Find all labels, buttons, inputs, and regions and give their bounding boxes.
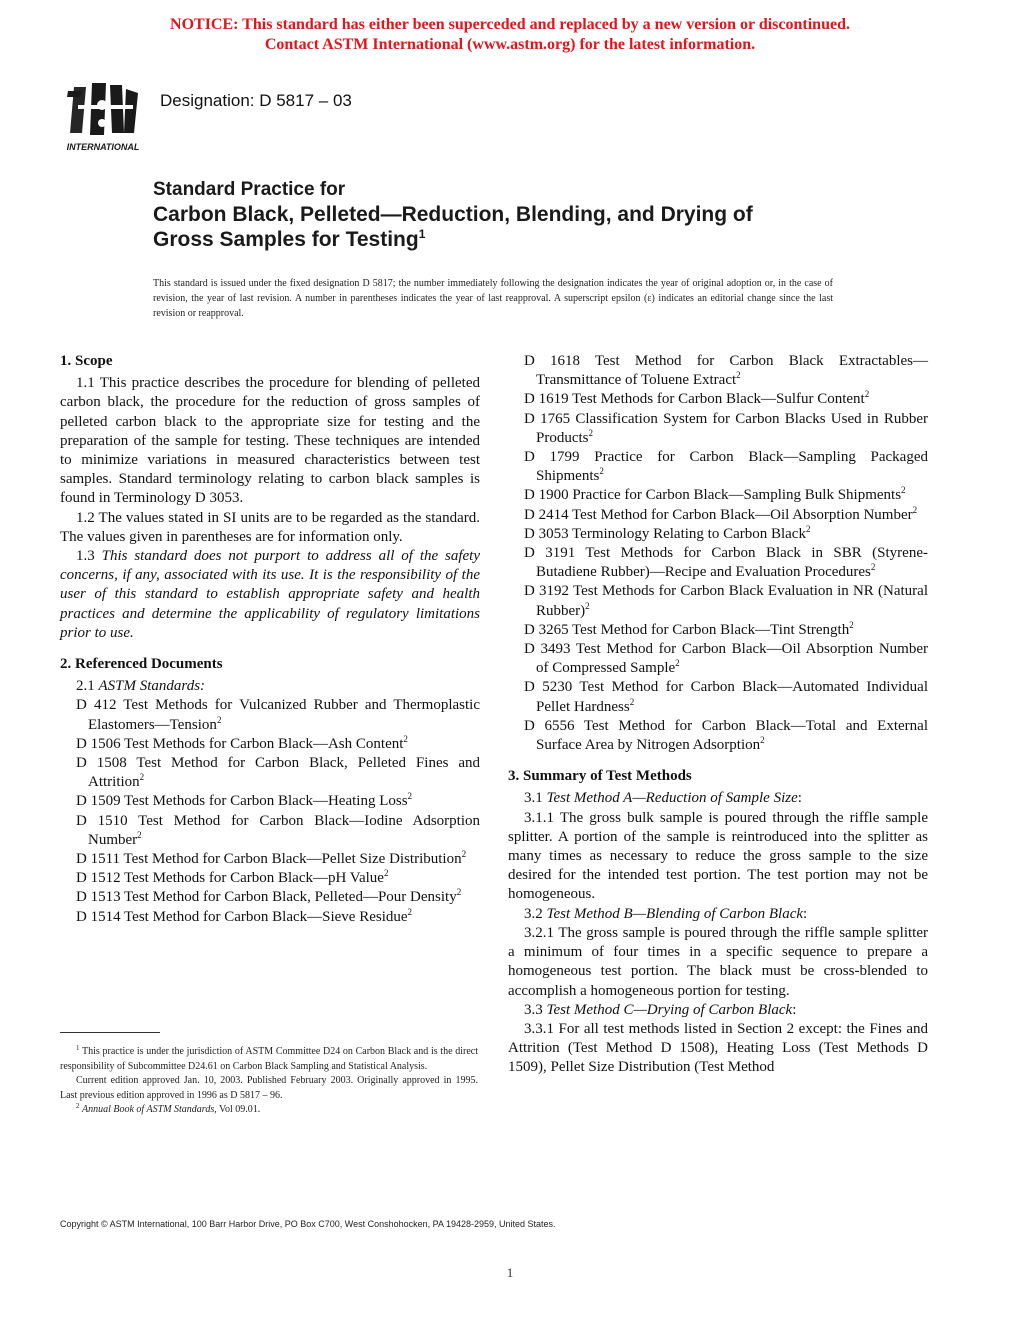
title-line-1: Standard Practice for (153, 179, 346, 200)
logo-international-text: INTERNATIONAL (66, 142, 140, 152)
footnote-1-approval: Current edition approved Jan. 10, 2003. Published February 2003. Originally approved in 1995. Last previous edition approved in 1996 as D 5817 – 96. (60, 1075, 478, 1101)
footnotes (60, 1045, 478, 1118)
page-number: 1 (506, 1265, 514, 1280)
notice-line-1: NOTICE: This standard has either been superceded and replaced by a new version or discontinued. (170, 16, 850, 33)
summary-heading: 3. Summary of Test Methods (508, 768, 692, 785)
summary-3-2-1: 3.2.1 The gross sample is poured through the riffle sample splitter a minimum of four times in a specific sequence to prepare a homogeneous test portion. The black must be cross-blended to accomplish a homogeneous portion for testing. (508, 924, 928, 999)
reference-item: D 1618 Test Method for Carbon Black Extractables—Transmittance of Toluene Extract$^2$ (524, 353, 928, 389)
reference-item: D 1799 Practice for Carbon Black—Sampling Packaged Shipments$^2$ (524, 449, 928, 485)
reference-item: D 1513 Test Method for Carbon Black, Pelleted—Pour Density$^2$ (76, 887, 462, 906)
summary-3-1: 3.1 Test Method A—Reduction of Sample Size: (524, 790, 802, 807)
scope-1-1: 1.1 This practice describes the procedure for blending of pelleted carbon black, the procedure for the reduction of gross samples of pelleted carbon black to the appropriate size for testing and the preparation of the sample for testing. These techniques are intended to minimize variations in measured characteristics between test samples. Standard terminology relating to carbon black samples is found in Terminology D 3053. (60, 375, 480, 507)
footnote-rule (60, 1032, 160, 1033)
document-title (153, 178, 753, 252)
notice-line-2: Contact ASTM International (www.astm.org) for the latest information. (264, 36, 756, 53)
refdocs-heading: 2. Referenced Documents (60, 656, 223, 673)
notice-banner (0, 15, 1020, 55)
reference-item: D 1619 Test Methods for Carbon Black—Sulfur Content$^2$ (524, 389, 870, 408)
summary-3-2: 3.2 Test Method B—Blending of Carbon Black: (524, 905, 808, 922)
reference-item: D 1509 Test Methods for Carbon Black—Heating Loss$^2$ (76, 791, 413, 810)
reference-item: D 5230 Test Method for Carbon Black—Automated Individual Pellet Hardness$^2$ (524, 679, 928, 715)
astm-logo (62, 75, 144, 155)
scope-1-2: 1.2 The values stated in SI units are to be regarded as the standard. The values given in parentheses are for information only. (60, 509, 480, 545)
reference-item: D 6556 Test Method for Carbon Black—Total and External Surface Area by Nitrogen Adsorption$^2$ (524, 717, 928, 754)
reference-list-right (508, 352, 928, 755)
reference-item: D 1510 Test Method for Carbon Black—Iodine Adsorption Number$^2$ (76, 812, 480, 848)
reference-item: D 1514 Test Method for Carbon Black—Sieve Residue$^2$ (76, 906, 413, 925)
reference-item: D 1765 Classification System for Carbon Blacks Used in Rubber Products$^2$ (524, 410, 928, 446)
summary-3-1-1: 3.1.1 The gross bulk sample is poured through the riffle sample splitter. A portion of the sample is reintroduced into the splitter as many times as necessary to reduce the gross sample to the size desired for the intended test portion. The test portion may not be homogeneous. (508, 809, 928, 903)
issuance-statement: This standard is issued under the fixed designation D 5817; the number immediately following the designation indicates the year of original adoption or, in the case of revision, the year of last revision. A number in parentheses indicates the year of last reapproval. A superscript epsilon (ε) indicates an editorial change since the last revision or reapproval. (153, 278, 833, 319)
summary-3-3: 3.3 Test Method C—Drying of Carbon Black: (524, 1001, 797, 1018)
scope-heading: 1. Scope (60, 353, 113, 369)
reference-item: D 3265 Test Method for Carbon Black—Tint Strength$^2$ (524, 619, 854, 638)
scope-1-3: 1.3 This standard does not purport to address all of the safety concerns, if any, associated with its use. It is the responsibility of the user of this standard to establish appropriate safety and health practices and determine the applicability of regulatory limitations prior to use. (60, 548, 481, 641)
reference-item: D 1511 Test Method for Carbon Black—Pellet Size Distribution$^2$ (76, 849, 467, 868)
reference-item: D 1508 Test Method for Carbon Black, Pelleted Fines and Attrition$^2$ (76, 755, 480, 791)
summary-3-3-1: 3.3.1 For all test methods listed in Section 2 except: the Fines and Attrition (Test Method D 1508), Heating Loss (Test Methods D 1509), Pellet Size Distribution (Test Method (508, 1020, 928, 1076)
copyright: Copyright © ASTM International, 100 Barr Harbor Drive, PO Box C700, West Conshohocken, PA 19428-2959, United States. (60, 1219, 556, 1229)
reference-item: D 1506 Test Methods for Carbon Black—Ash Content$^2$ (76, 733, 408, 752)
title-footnote-mark: 1 (418, 227, 426, 241)
footnote-2: $^2$ Annual Book of ASTM Standards, Vol 09.01. (76, 1102, 261, 1115)
reference-list-left (60, 696, 480, 926)
reference-item: D 3192 Test Methods for Carbon Black Evaluation in NR (Natural Rubber)$^2$ (524, 583, 928, 619)
left-column (60, 352, 480, 927)
reference-item: D 3493 Test Method for Carbon Black—Oil Absorption Number of Compressed Sample$^2$ (524, 641, 928, 677)
designation: Designation: D 5817 – 03 (160, 91, 352, 110)
title-line-3: Gross Samples for Testing$^1$ (153, 227, 426, 251)
reference-item: D 3191 Test Methods for Carbon Black in SBR (Styrene-Butadiene Rubber)—Recipe and Evaluation Procedures$^2$ (524, 545, 928, 581)
reference-item: D 412 Test Methods for Vulcanized Rubber and Thermoplastic Elastomers—Tension$^2$ (76, 697, 480, 733)
right-column (508, 352, 928, 1078)
reference-item: D 1512 Test Methods for Carbon Black—pH Value$^2$ (76, 868, 389, 887)
reference-item: D 3053 Terminology Relating to Carbon Black$^2$ (524, 523, 811, 542)
footnote-1: $^1$ This practice is under the jurisdiction of ASTM Committee D24 on Carbon Black and is the direct responsibility of Subcommittee D24.61 on Carbon Black Sampling and Statistical Analysis. (60, 1044, 478, 1072)
refdocs-2-1: 2.1 ASTM Standards: (76, 678, 206, 695)
reference-item: D 2414 Test Method for Carbon Black—Oil Absorption Number$^2$ (524, 504, 918, 523)
reference-item: D 1900 Practice for Carbon Black—Sampling Bulk Shipments$^2$ (524, 485, 906, 504)
title-line-2: Carbon Black, Pelleted—Reduction, Blending, and Drying of (153, 203, 753, 226)
